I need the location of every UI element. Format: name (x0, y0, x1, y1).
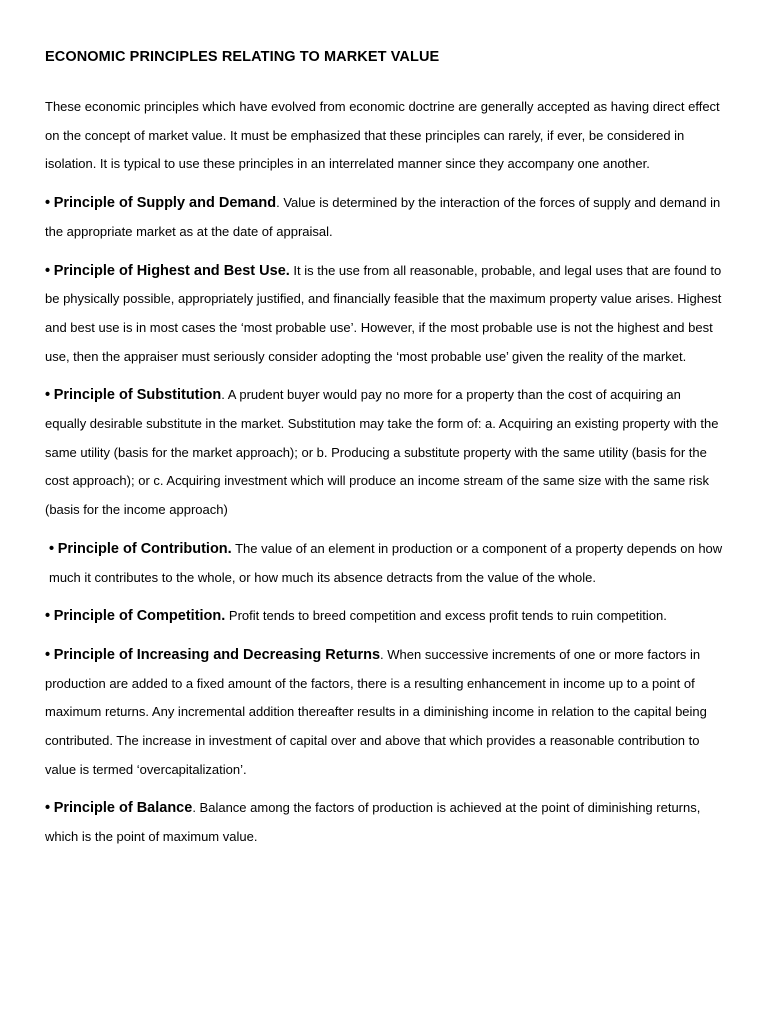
bullet-icon: • (45, 262, 51, 279)
principle-heading: Principle of Competition. (53, 608, 226, 625)
principle-text: A prudent buyer would pay no more for a property than the cost of acquiring an equally desirable substitute in the market. Substitution may take the form of: a. Acquiring an existing property with the same utility (basis for the market approach); or b. Producing a substitute property with the same utility (basis for the cost approach); or c. Acquiring investment which will produce an income stream of the same size with the same risk (basis for the income approach) (45, 387, 719, 518)
principle-increasing-decreasing-returns (45, 641, 725, 785)
principle-text: Value is determined by the interaction of the forces of supply and demand in the appropriate market as at the date of appraisal. (45, 195, 721, 239)
principle-heading: Principle of Highest and Best Use. (53, 262, 290, 279)
document-page (45, 47, 725, 862)
principle-balance (45, 794, 725, 851)
principle-heading: Principle of Contribution. (57, 540, 232, 557)
bullet-icon: • (45, 800, 51, 817)
principle-text: Profit tends to breed competition and excess profit tends to ruin competition. (225, 608, 667, 624)
principle-text: It is the use from all reasonable, probable, and legal uses that are found to be physically possible, appropriately justified, and financially feasible that the maximum property value arises. Highest and best use is in most cases the ‘most probable use’. However, if the most probable use is not the highest and best use, then the appraiser must seriously consider adopting the ‘most probable use’ given the reality of the market. (45, 262, 722, 364)
principle-contribution (45, 535, 725, 592)
principle-heading: Principle of Supply and Demand (53, 195, 277, 212)
principle-highest-best-use (45, 257, 725, 372)
principle-text: When successive increments of one or more factors in production are added to a fixed amount of the factors, there is a resulting enhancement in income up to a point of maximum returns. Any incremental addition thereafter results in a diminishing income in relation to the capital being contributed. The increase in investment of capital over and above that which provides a reasonable contribution to value is termed ‘overcapitalization’. (45, 646, 707, 777)
principle-supply-demand (45, 189, 725, 246)
principle-heading-suffix: . (276, 195, 280, 211)
bullet-icon: • (49, 540, 55, 557)
principle-heading: Principle of Balance (53, 800, 193, 817)
principle-competition (45, 602, 725, 631)
principle-heading-suffix: . (192, 800, 196, 816)
document-title: ECONOMIC PRINCIPLES RELATING TO MARKET VALUE (45, 49, 440, 65)
bullet-icon: • (45, 646, 51, 663)
principle-text: The value of an element in production or a component of a property depends on how much it contributes to the whole, or how much its absence detracts from the value of the whole. (49, 540, 723, 585)
principle-heading: Principle of Increasing and Decreasing Returns (53, 646, 381, 663)
bullet-icon: • (45, 387, 51, 404)
intro-paragraph: These economic principles which have evolved from economic doctrine are generally accepted as having direct effect on the concept of market value. It must be emphasized that these principles can rarely, if ever, be considered in isolation. It is typical to use these principles in an interrelated manner since they accompany one another. (45, 99, 720, 172)
principle-heading-suffix: . (380, 646, 384, 662)
principle-substitution (45, 381, 725, 525)
principle-heading: Principle of Substitution (53, 387, 222, 404)
bullet-icon: • (45, 608, 51, 625)
bullet-icon: • (45, 195, 51, 212)
principle-heading-suffix: . (221, 387, 225, 403)
principle-text: Balance among the factors of production is achieved at the point of diminishing returns, which is the point of maximum value. (45, 800, 701, 845)
